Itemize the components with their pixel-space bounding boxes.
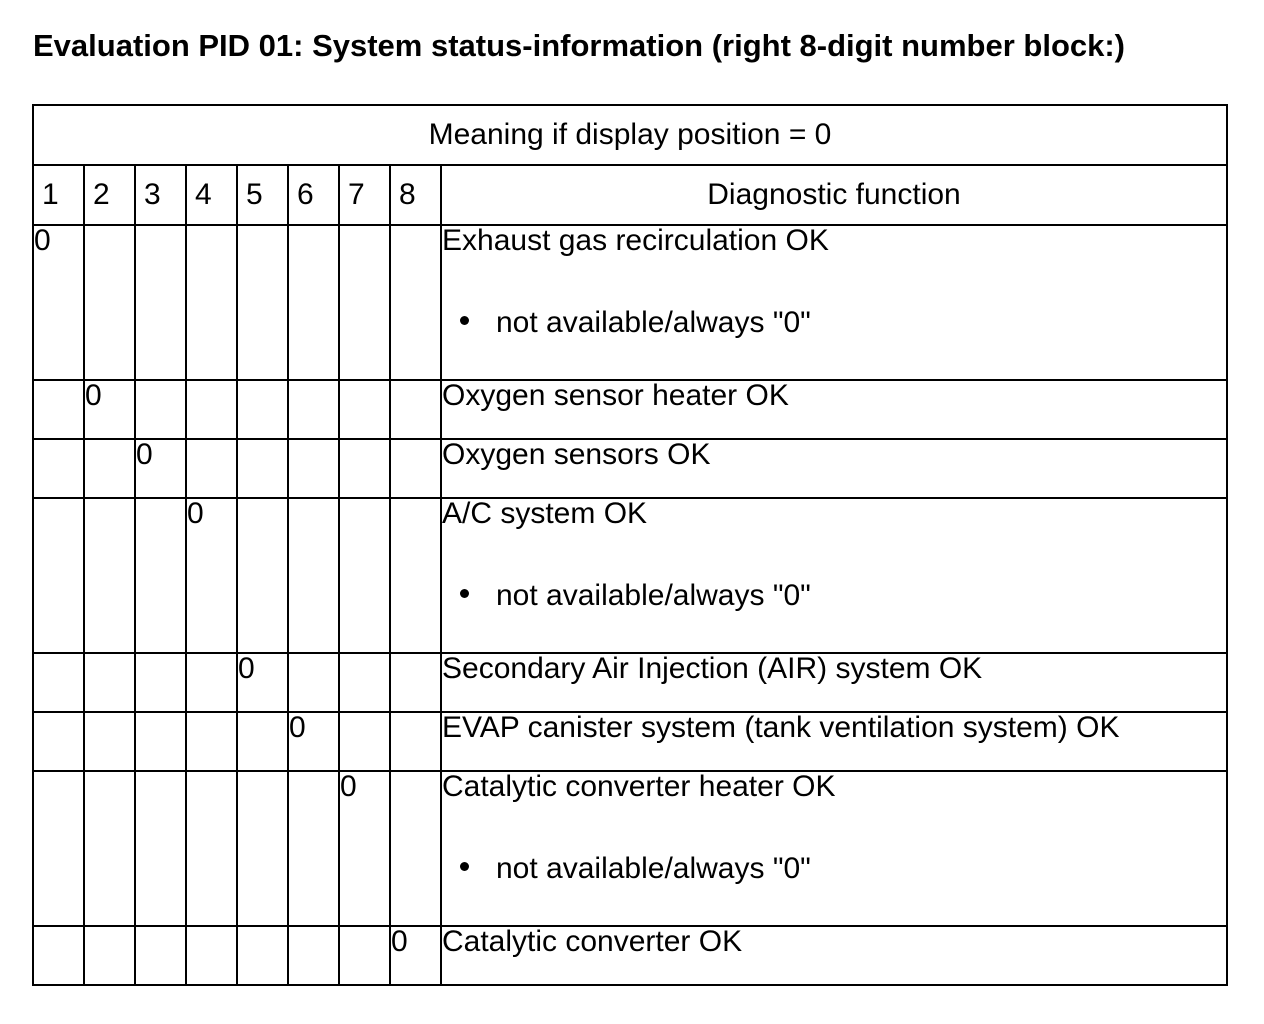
empty-cell (288, 225, 339, 380)
diagnostic-function-label: Exhaust gas recirculation OK (442, 224, 829, 257)
empty-cell (339, 225, 390, 380)
diagnostic-function-label: Secondary Air Injection (AIR) system OK (442, 652, 983, 685)
empty-cell (135, 225, 186, 380)
diagnostic-function-cell (441, 439, 1227, 498)
empty-cell (237, 926, 288, 985)
empty-cell (237, 498, 288, 653)
bullet-note (442, 581, 1226, 611)
diagnostic-function-cell (441, 225, 1227, 380)
diagnostic-function-label: Catalytic converter OK (442, 925, 743, 958)
empty-cell (186, 439, 237, 498)
empty-cell (84, 771, 135, 926)
empty-cell (237, 380, 288, 439)
empty-cell (339, 439, 390, 498)
empty-cell (186, 926, 237, 985)
table-body (33, 225, 1227, 985)
table-header: Meaning if display position = 0 (33, 105, 1227, 165)
status-table (32, 104, 1228, 986)
bullet-icon (460, 862, 469, 871)
empty-cell (33, 712, 84, 771)
diagnostic-function-label: EVAP canister system (tank ventilation system) OK (442, 711, 1120, 744)
bullet-note-text: not available/always "0" (496, 306, 811, 339)
empty-cell (84, 926, 135, 985)
empty-cell (339, 653, 390, 712)
empty-cell (390, 771, 441, 926)
position-value: 0 (339, 771, 390, 926)
empty-cell (33, 926, 84, 985)
table-row (33, 225, 1227, 380)
diagnostic-function-cell (441, 653, 1227, 712)
empty-cell (135, 380, 186, 439)
column-number: 2 (84, 165, 135, 225)
diagnostic-function-label: Catalytic converter heater OK (442, 770, 836, 803)
column-number: 1 (33, 165, 84, 225)
empty-cell (339, 380, 390, 439)
diagnostic-function-cell (441, 771, 1227, 926)
column-number: 5 (237, 165, 288, 225)
empty-cell (390, 712, 441, 771)
empty-cell (135, 498, 186, 653)
position-value: 0 (237, 653, 288, 712)
function-column-header: Diagnostic function (441, 165, 1227, 225)
empty-cell (186, 225, 237, 380)
empty-cell (390, 653, 441, 712)
bullet-icon (460, 589, 469, 598)
position-value: 0 (390, 926, 441, 985)
empty-cell (288, 653, 339, 712)
column-number: 7 (339, 165, 390, 225)
empty-cell (390, 498, 441, 653)
position-value: 0 (33, 225, 84, 380)
empty-cell (288, 380, 339, 439)
table-row (33, 926, 1227, 985)
position-value: 0 (186, 498, 237, 653)
diagnostic-function-cell (441, 712, 1227, 771)
diagnostic-function-label: A/C system OK (442, 497, 648, 530)
empty-cell (390, 380, 441, 439)
empty-cell (390, 225, 441, 380)
empty-cell (33, 380, 84, 439)
table-row (33, 380, 1227, 439)
empty-cell (135, 712, 186, 771)
table-row (33, 439, 1227, 498)
column-number: 4 (186, 165, 237, 225)
bullet-icon (460, 316, 469, 325)
empty-cell (84, 498, 135, 653)
empty-cell (339, 712, 390, 771)
empty-cell (33, 653, 84, 712)
empty-cell (237, 771, 288, 926)
empty-cell (339, 498, 390, 653)
column-number: 3 (135, 165, 186, 225)
diagnostic-function-cell (441, 926, 1227, 985)
bullet-note (442, 308, 1226, 338)
empty-cell (288, 926, 339, 985)
empty-cell (84, 439, 135, 498)
diagnostic-function-cell (441, 498, 1227, 653)
empty-cell (84, 225, 135, 380)
empty-cell (135, 771, 186, 926)
empty-cell (186, 771, 237, 926)
diagnostic-function-cell (441, 380, 1227, 439)
empty-cell (237, 712, 288, 771)
empty-cell (288, 771, 339, 926)
bullet-note-text: not available/always "0" (496, 852, 811, 885)
empty-cell (33, 498, 84, 653)
table-row (33, 712, 1227, 771)
bullet-note-text: not available/always "0" (496, 579, 811, 612)
table-row (33, 498, 1227, 653)
empty-cell (84, 712, 135, 771)
table-row (33, 653, 1227, 712)
empty-cell (288, 439, 339, 498)
position-value: 0 (288, 712, 339, 771)
empty-cell (237, 439, 288, 498)
empty-cell (237, 225, 288, 380)
bullet-note (442, 854, 1226, 884)
empty-cell (186, 380, 237, 439)
empty-cell (135, 926, 186, 985)
empty-cell (84, 653, 135, 712)
empty-cell (288, 498, 339, 653)
page-title: Evaluation PID 01: System status-information (right 8-digit number block:) (33, 28, 1126, 63)
empty-cell (186, 712, 237, 771)
empty-cell (33, 771, 84, 926)
empty-cell (390, 439, 441, 498)
table-row (33, 771, 1227, 926)
position-value: 0 (84, 380, 135, 439)
column-number: 8 (390, 165, 441, 225)
position-value: 0 (135, 439, 186, 498)
empty-cell (186, 653, 237, 712)
column-number: 6 (288, 165, 339, 225)
diagnostic-function-label: Oxygen sensors OK (442, 438, 711, 471)
empty-cell (339, 926, 390, 985)
diagnostic-function-label: Oxygen sensor heater OK (442, 379, 789, 412)
empty-cell (33, 439, 84, 498)
empty-cell (135, 653, 186, 712)
